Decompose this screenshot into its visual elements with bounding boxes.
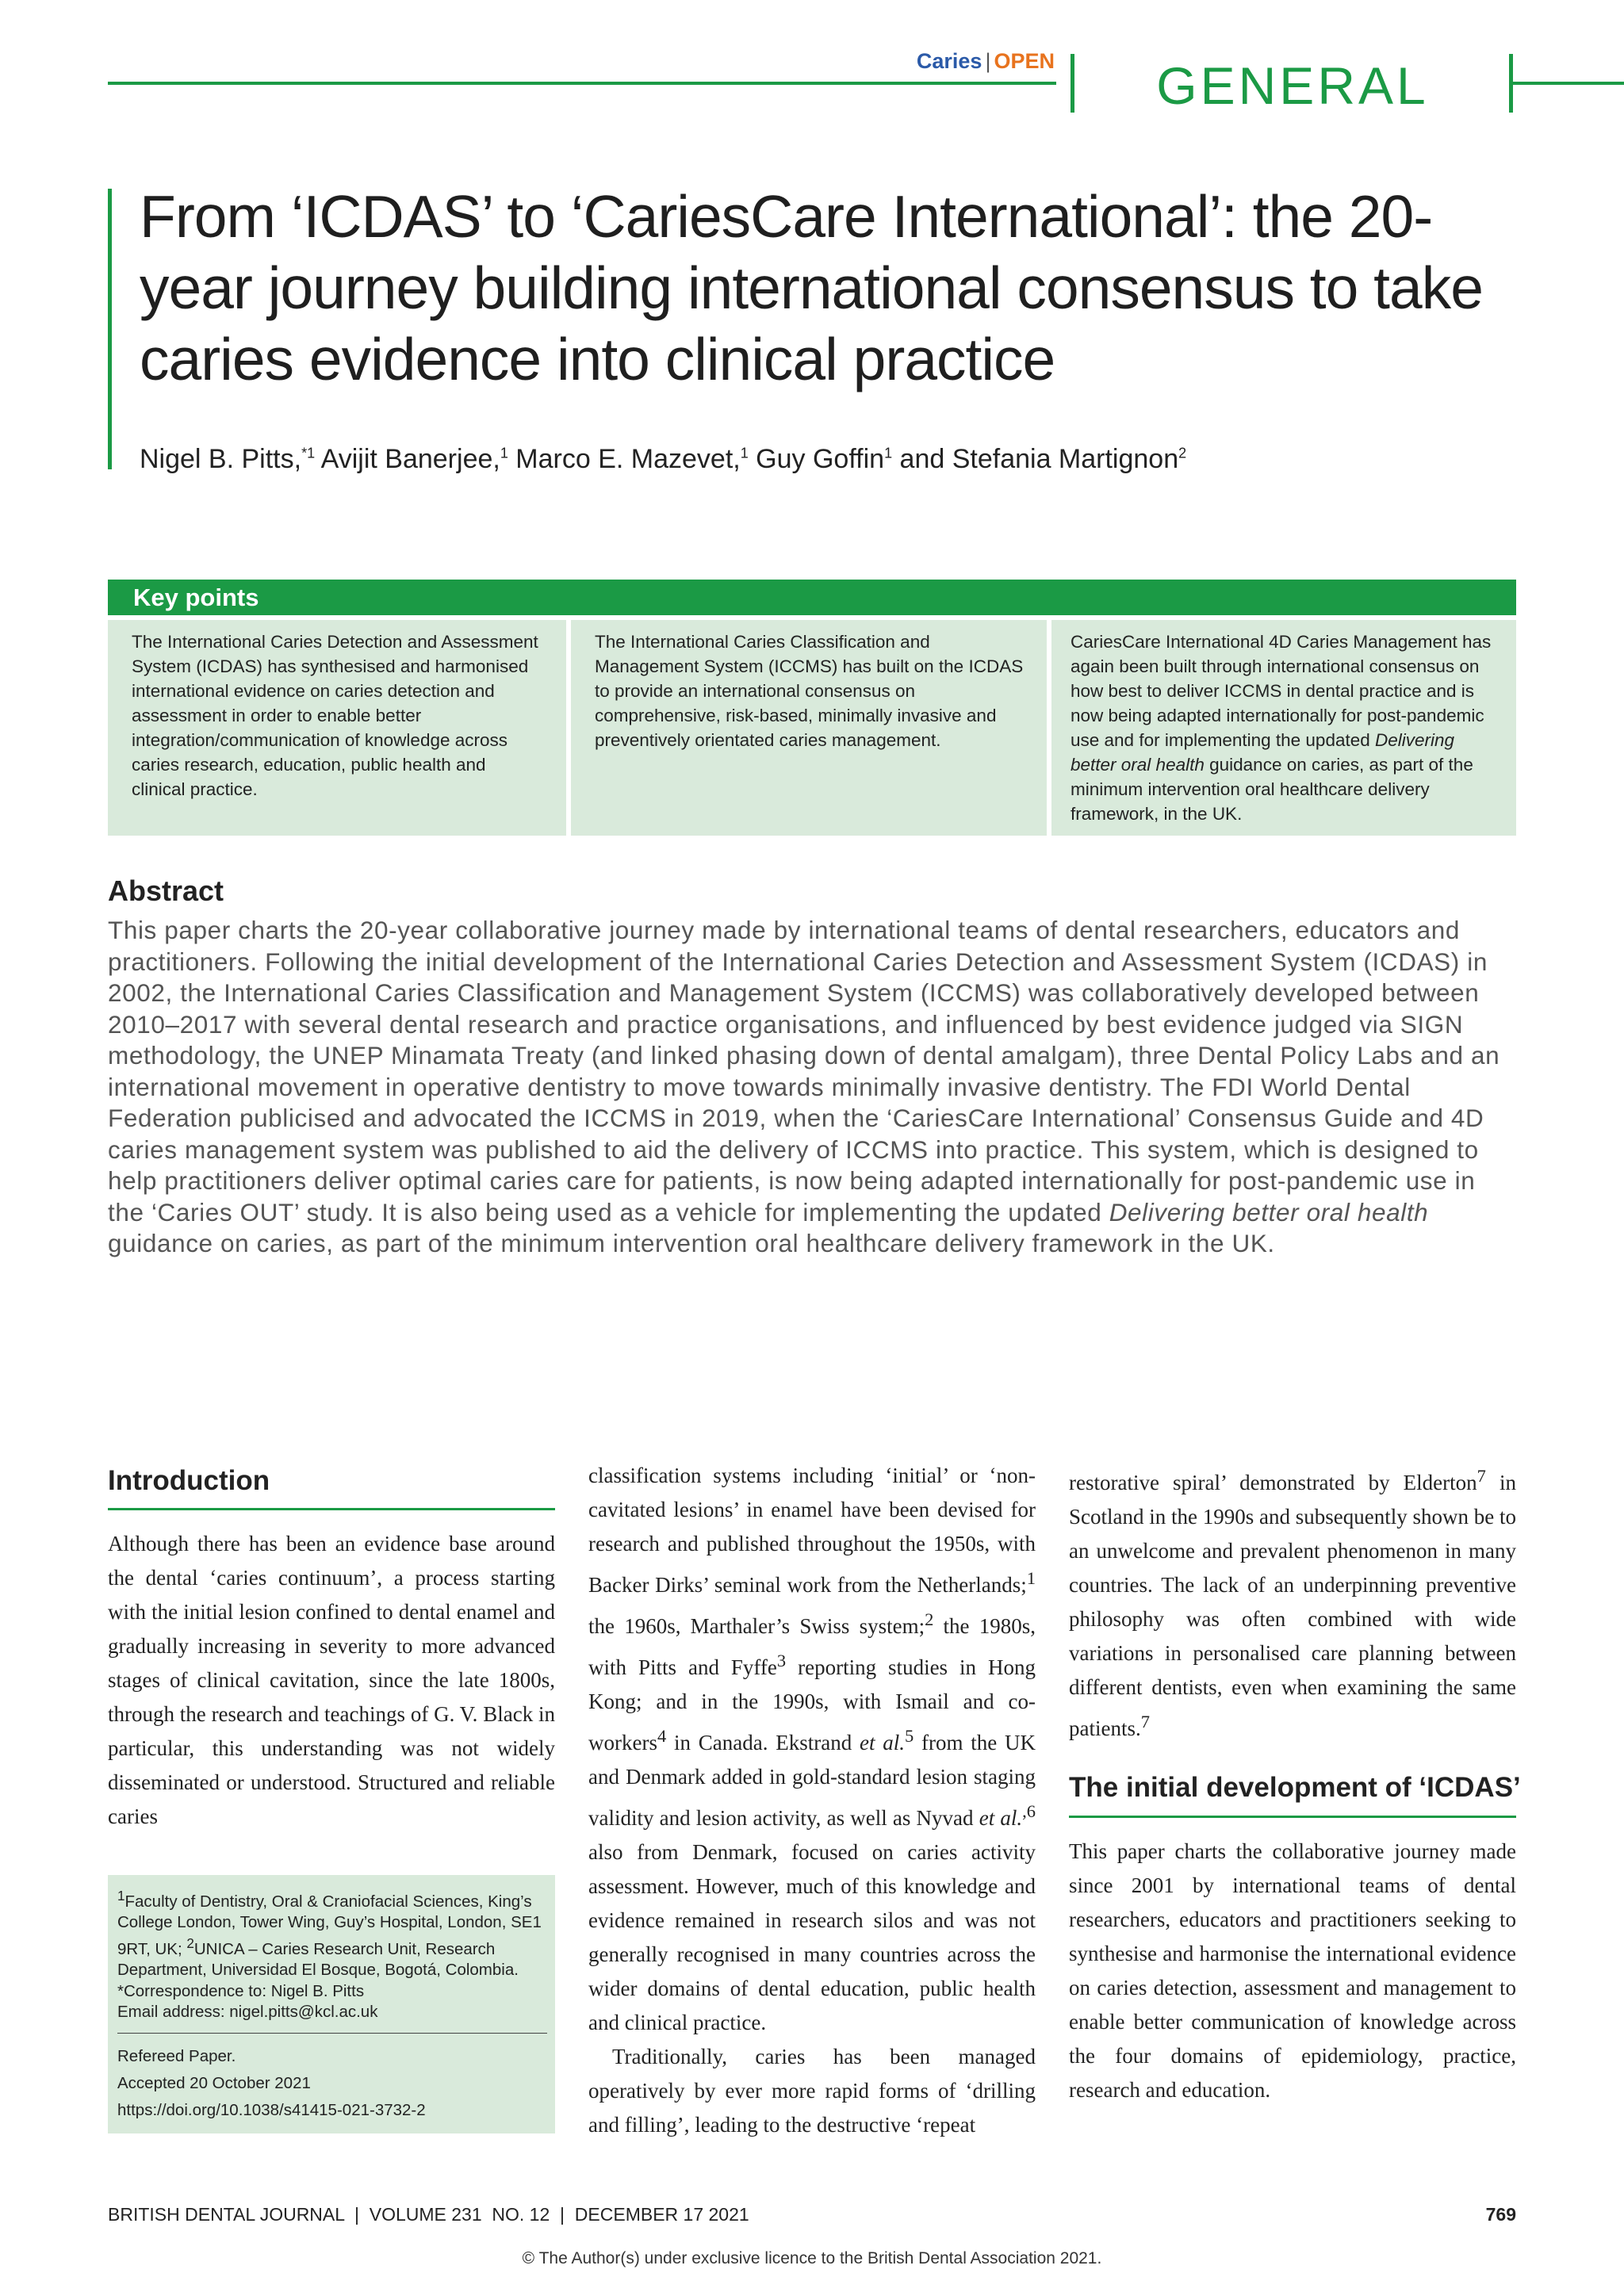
- body-column-1: Although there has been an evidence base around the dental ‘caries continuum’, a process starting with the initial lesion confined to dental enamel and gradually increasing in severity to more advanced stages of clinical cavitation, since the late 1800s, through the research and teachings of G. V. Black in particular, this understanding was not widely disseminated or understood. Structured and reliable caries: [108, 1532, 555, 1828]
- affiliation-mark: 2: [186, 1935, 194, 1951]
- header-bar-left: [1071, 54, 1074, 113]
- affiliations-box: [108, 1875, 555, 2133]
- text-run: the 1960s, Marthaler’s Swiss system;: [588, 1614, 925, 1638]
- article-title: From ‘ICDAS’ to ‘CariesCare International’: the 20-year journey building international consensus to take caries evidence into clinical practice: [140, 183, 1483, 392]
- paragraph: [588, 1459, 1036, 2040]
- affiliation-2: UNICA – Caries Research Unit, Research Department, Universidad El Bosque, Bogotá, Colombia.: [117, 1939, 519, 1980]
- author-list: [140, 444, 1488, 475]
- refereed-label: Refereed Paper.: [117, 2046, 236, 2065]
- abstract-heading: Abstract: [108, 874, 224, 907]
- icdas-section-heading: The initial development of ‘ICDAS’: [1069, 1772, 1521, 1803]
- author-affiliation: 1: [500, 445, 508, 461]
- icdas-section-rule: [1069, 1816, 1516, 1818]
- abstract-body: guidance on caries, as part of the minimum intervention oral healthcare delivery framework in the UK.: [108, 1229, 1275, 1257]
- text-run: classification systems including ‘initial’ or ‘non-cavitated lesions’ in enamel have been devised for research and published throughout the 1950s, with Backer Dirks’ seminal work from the Netherlands;: [588, 1464, 1036, 1597]
- title-accent-bar: [108, 189, 112, 469]
- correspondence: *Correspondence to: Nigel B. Pitts: [117, 1981, 365, 2000]
- icdas-section-text: This paper charts the collaborative journey made since 2001 by international teams of dental researchers, educators and practitioners seeking to synthesise and harmonise the international evidence on caries detection, assessment and management to enable better communication of knowledge across the four domains of epidemiology, practice, research and education.: [1069, 1839, 1516, 2102]
- key-point-box: The International Caries Classification and Management System (ICCMS) has built on the ICDAS to provide an international consensus on comprehensive, risk-based, minimally invasive and preventively orientated caries management.: [571, 620, 1047, 836]
- citation: 1: [1026, 1568, 1036, 1588]
- page-number: 769: [1485, 2204, 1516, 2225]
- text-run: in Canada. Ekstrand: [666, 1731, 860, 1755]
- citation: 4: [657, 1726, 667, 1746]
- text-run: restorative spiral’ demonstrated by Elderton: [1069, 1471, 1477, 1494]
- text-run: the 1980s, with Pitts and Fyffe: [588, 1614, 1036, 1679]
- category-label: GENERAL: [1156, 56, 1429, 115]
- accepted-date: Accepted 20 October 2021: [117, 2073, 311, 2092]
- introduction-rule: [108, 1508, 555, 1510]
- citation: 2: [925, 1609, 934, 1629]
- doi-link[interactable]: https://doi.org/10.1038/s41415-021-3732-2: [117, 2100, 426, 2119]
- author-name: Marco E. Mazevet,: [508, 444, 741, 474]
- text-run: from the UK and Denmark added in gold-standard lesion staging validity and lesion activity, as well as Nyvad: [588, 1731, 1036, 1830]
- key-point-text: guidance on caries, as part of the minimum intervention oral healthcare delivery framework, in the UK.: [1071, 755, 1473, 824]
- text-run: also from Denmark, focused on caries activity assessment. However, much of this knowledge and evidence remained in research silos and was not generally recognised in many countries across the wider domains of dental education, public health and clinical practice.: [588, 1840, 1036, 2034]
- key-points-header: [108, 580, 1516, 615]
- header-rule-right: [1513, 82, 1624, 85]
- author-name: Avijit Banerjee,: [315, 444, 500, 474]
- journal-info: BRITISH DENTAL JOURNAL | VOLUME 231 NO. 12 | DECEMBER 17 2021: [108, 2204, 749, 2225]
- copyright-notice: © The Author(s) under exclusive licence to the British Dental Association 2021.: [522, 2249, 1102, 2267]
- section-label: Caries: [916, 49, 982, 73]
- author-name: and Stefania Martignon: [892, 444, 1179, 474]
- key-point-italic: Delivering better oral health: [1071, 730, 1455, 775]
- abstract-text: [108, 915, 1516, 1260]
- affiliations-divider: [117, 2033, 547, 2034]
- author-name: Nigel B. Pitts,: [140, 444, 302, 474]
- italic-run: et al.: [979, 1806, 1023, 1830]
- italic-run: et al.: [859, 1731, 905, 1755]
- text-run: reporting studies in Hong Kong; and in the 1990s, with Ismail and co-workers: [588, 1655, 1036, 1755]
- citation: 7: [1477, 1466, 1486, 1486]
- key-point-text: CariesCare International 4D Caries Management has again been built through international consensus on how best to deliver ICCMS in dental practice and is now being adapted internationally for post-pandemic use and for implementing the updated: [1071, 632, 1492, 750]
- text-run: in Scotland in the 1990s and subsequently shown be to an unwelcome and prevalent phenomenon in many countries. The lack of an underpinning preventive philosophy was often combined with wide variations in personalised care planning between different dentists, even when examining the same patients.: [1069, 1471, 1516, 1740]
- page-footer: [108, 2204, 1516, 2225]
- abstract-italic: Delivering better oral health: [1109, 1197, 1429, 1226]
- introduction-heading: Introduction: [108, 1465, 270, 1496]
- paragraph: Traditionally, caries has been managed operatively by ever more rapid forms of ‘drilling and filling’, leading to the destructive ‘repeat: [588, 2045, 1036, 2137]
- section-tag: [825, 49, 1055, 74]
- author-affiliation: 1: [740, 445, 749, 461]
- section-separator: |: [985, 49, 991, 73]
- citation: 7: [1140, 1712, 1150, 1732]
- affiliation-mark: 1: [117, 1888, 125, 1904]
- header-rule-left: [108, 82, 1056, 85]
- affiliations-text: [117, 1886, 547, 2023]
- author-affiliation: 1: [884, 445, 893, 461]
- abstract-body: This paper charts the 20-year collaborative journey made by international teams of dental researchers, educators and practitioners. Following the initial development of the International Caries Detection and Assessment System (ICDAS) in 2002, the International Caries Classification and Management System (ICCMS) was collaboratively developed between 2010–2017 with several dental research and practice organisations, and influenced by best evidence judged via SIGN methodology, the UNEP Minamata Treaty (and linked phasing down of dental amalgam), three Dental Policy Labs and an international movement in operative dentistry to move towards minimally invasive dentistry. The FDI World Dental Federation publicised and advocated the ICCMS in 2019, when the ‘CariesCare International’ Consensus Guide and 4D caries management system was published to aid the delivery of ICCMS into practice. This system, which is designed to help practitioners deliver optimal caries care for patients, is now being adapted internationally for post-pandemic use in the ‘Caries OUT’ study. It is also being used as a vehicle for implementing the updated: [108, 916, 1500, 1226]
- citation: 5: [904, 1726, 914, 1746]
- citation: ,6: [1022, 1801, 1036, 1821]
- body-column-3: [1069, 1459, 1516, 1746]
- key-points-heading: Key points: [133, 584, 259, 611]
- author-affiliation: *1: [301, 445, 316, 461]
- author-name: Guy Goffin: [748, 444, 885, 474]
- open-access-label: OPEN: [994, 49, 1055, 73]
- paper-meta: [117, 2043, 547, 2124]
- key-point-box: The International Caries Detection and Assessment System (ICDAS) has synthesised and harmonised international evidence on caries detection and assessment in order to enable better integration/communication of knowledge across caries research, education, public health and clinical practice.: [108, 620, 566, 836]
- key-point-box: [1051, 620, 1516, 836]
- author-affiliation: 2: [1178, 445, 1187, 461]
- affiliation-1: Faculty of Dentistry, Oral & Craniofacial Sciences, King’s College London, Tower Wing, Guy’s Hospital, London, SE1 9RT, UK;: [117, 1892, 542, 1958]
- citation: 3: [776, 1651, 787, 1670]
- email-address: Email address: nigel.pitts@kcl.ac.uk: [117, 2003, 378, 2022]
- body-column-2: [588, 1459, 1036, 2142]
